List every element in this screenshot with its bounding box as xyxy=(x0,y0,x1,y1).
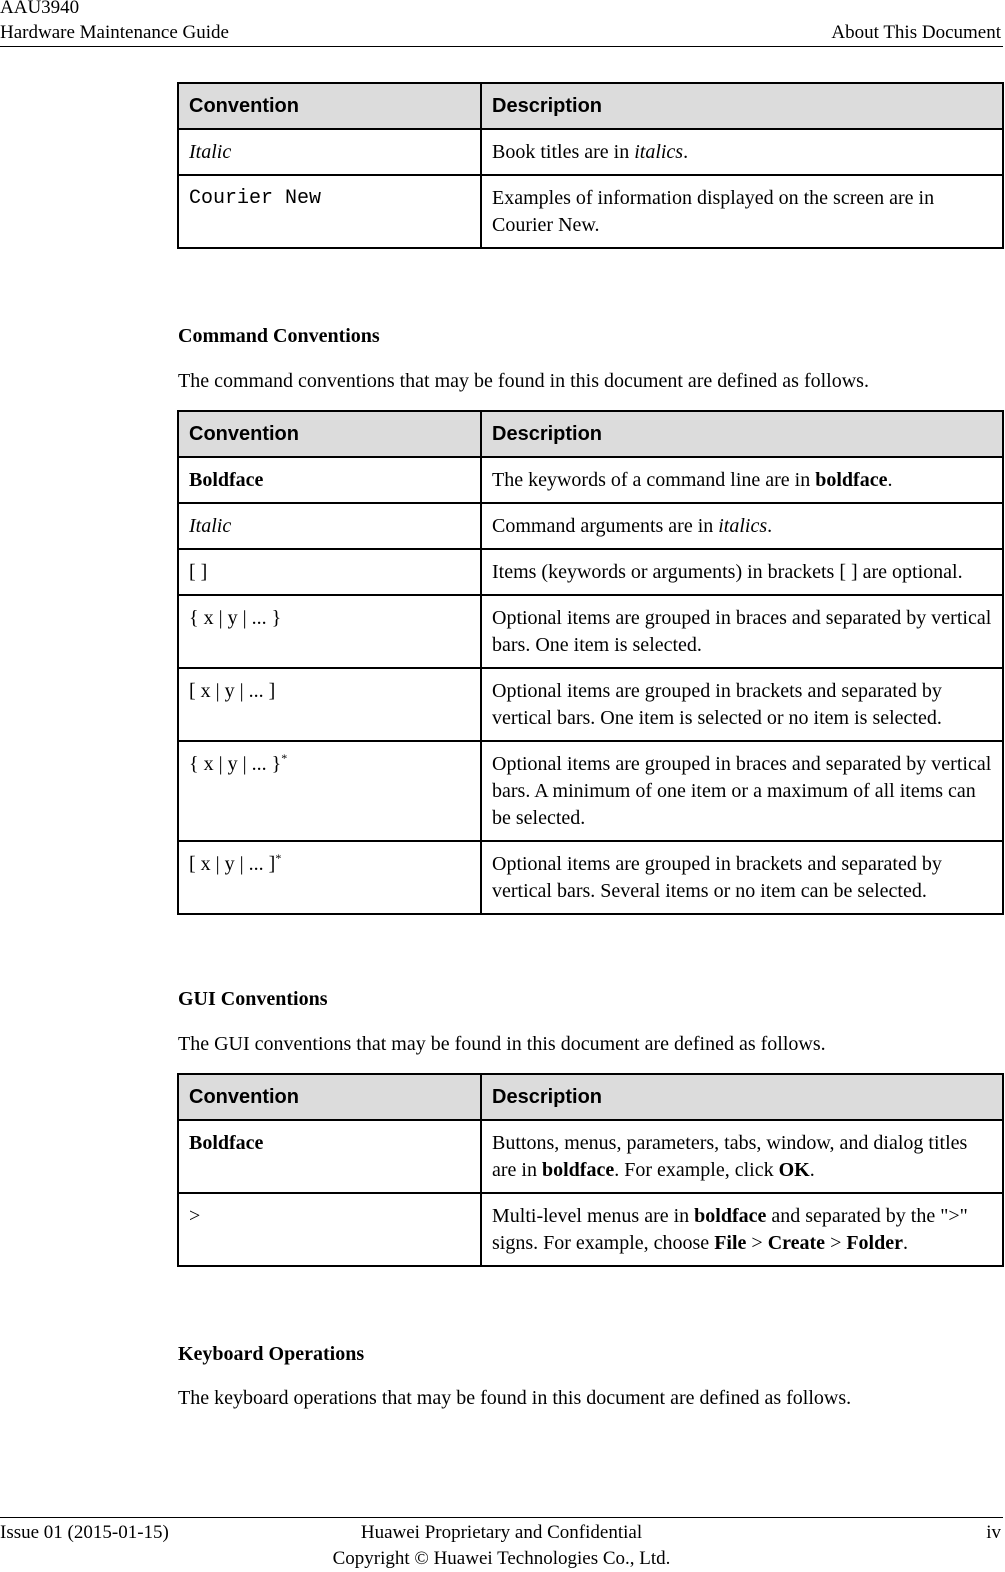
command-conventions-intro: The command conventions that may be found in this document are defined as follows. xyxy=(178,370,869,392)
footer-confidential: Huawei Proprietary and Confidential xyxy=(360,1522,643,1543)
column-header-convention: Convention xyxy=(178,1074,481,1120)
description-cell: Optional items are grouped in braces and separated by vertical bars. One item is selected. xyxy=(481,595,1003,668)
keyboard-operations-heading: Keyboard Operations xyxy=(178,1343,365,1365)
description-cell: Optional items are grouped in brackets and separated by vertical bars. One item is selected or no item is selected. xyxy=(481,668,1003,741)
description-cell: Items (keywords or arguments) in brackets [ ] are optional. xyxy=(481,549,1003,595)
table-header-row xyxy=(178,411,1003,457)
convention-cell: Italic xyxy=(178,129,481,175)
column-header-description: Description xyxy=(481,83,1003,129)
description-cell: Command arguments are in italics. xyxy=(481,503,1003,549)
command-conventions-table xyxy=(177,410,1004,915)
description-cell: Optional items are grouped in brackets and separated by vertical bars. Several items or no item can be selected. xyxy=(481,841,1003,914)
gui-conventions-table xyxy=(177,1073,1004,1267)
description-cell: Optional items are grouped in braces and separated by vertical bars. A minimum of one item or a maximum of all items can be selected. xyxy=(481,741,1003,841)
convention-cell: { x | y | ... }* xyxy=(178,741,481,841)
description-cell: Multi-level menus are in boldface and separated by the ">" signs. For example, choose File > Create > Folder. xyxy=(481,1193,1003,1266)
header-section-title: About This Document xyxy=(831,22,1001,43)
font-conventions-table xyxy=(177,82,1004,249)
footer-copyright: Copyright © Huawei Technologies Co., Ltd. xyxy=(332,1548,671,1569)
table-header-row xyxy=(178,1074,1003,1120)
convention-cell: Boldface xyxy=(178,1120,481,1193)
table-row xyxy=(178,668,1003,741)
table-row xyxy=(178,1193,1003,1266)
description-cell: Book titles are in italics. xyxy=(481,129,1003,175)
column-header-description: Description xyxy=(481,1074,1003,1120)
convention-cell: Courier New xyxy=(178,175,481,248)
table-row xyxy=(178,1120,1003,1193)
table-row xyxy=(178,741,1003,841)
table-row xyxy=(178,595,1003,668)
column-header-description: Description xyxy=(481,411,1003,457)
table-row xyxy=(178,457,1003,503)
convention-cell: Boldface xyxy=(178,457,481,503)
column-header-convention: Convention xyxy=(178,411,481,457)
command-conventions-heading: Command Conventions xyxy=(178,325,380,347)
keyboard-operations-intro: The keyboard operations that may be found in this document are defined as follows. xyxy=(178,1387,852,1409)
convention-cell: [ ] xyxy=(178,549,481,595)
description-cell: Examples of information displayed on the screen are in Courier New. xyxy=(481,175,1003,248)
table-row xyxy=(178,175,1003,248)
page-header xyxy=(0,0,1003,47)
convention-cell: > xyxy=(178,1193,481,1266)
table-row xyxy=(178,549,1003,595)
description-cell: Buttons, menus, parameters, tabs, window, and dialog titles are in boldface. For example, click OK. xyxy=(481,1120,1003,1193)
table-header-row xyxy=(178,83,1003,129)
convention-cell: [ x | y | ... ] xyxy=(178,668,481,741)
table-row xyxy=(178,841,1003,914)
header-product: AAU3940 xyxy=(0,0,80,18)
column-header-convention: Convention xyxy=(178,83,481,129)
table-row xyxy=(178,129,1003,175)
gui-conventions-intro: The GUI conventions that may be found in this document are defined as follows. xyxy=(178,1033,826,1055)
table-row xyxy=(178,503,1003,549)
description-cell: The keywords of a command line are in boldface. xyxy=(481,457,1003,503)
page-footer xyxy=(0,1517,1003,1571)
convention-cell: [ x | y | ... ]* xyxy=(178,841,481,914)
convention-cell: Italic xyxy=(178,503,481,549)
footer-page-number: iv xyxy=(986,1522,1001,1543)
convention-cell: { x | y | ... } xyxy=(178,595,481,668)
header-manual-title: Hardware Maintenance Guide xyxy=(0,22,229,43)
footer-issue: Issue 01 (2015-01-15) xyxy=(0,1522,169,1543)
gui-conventions-heading: GUI Conventions xyxy=(178,988,328,1010)
